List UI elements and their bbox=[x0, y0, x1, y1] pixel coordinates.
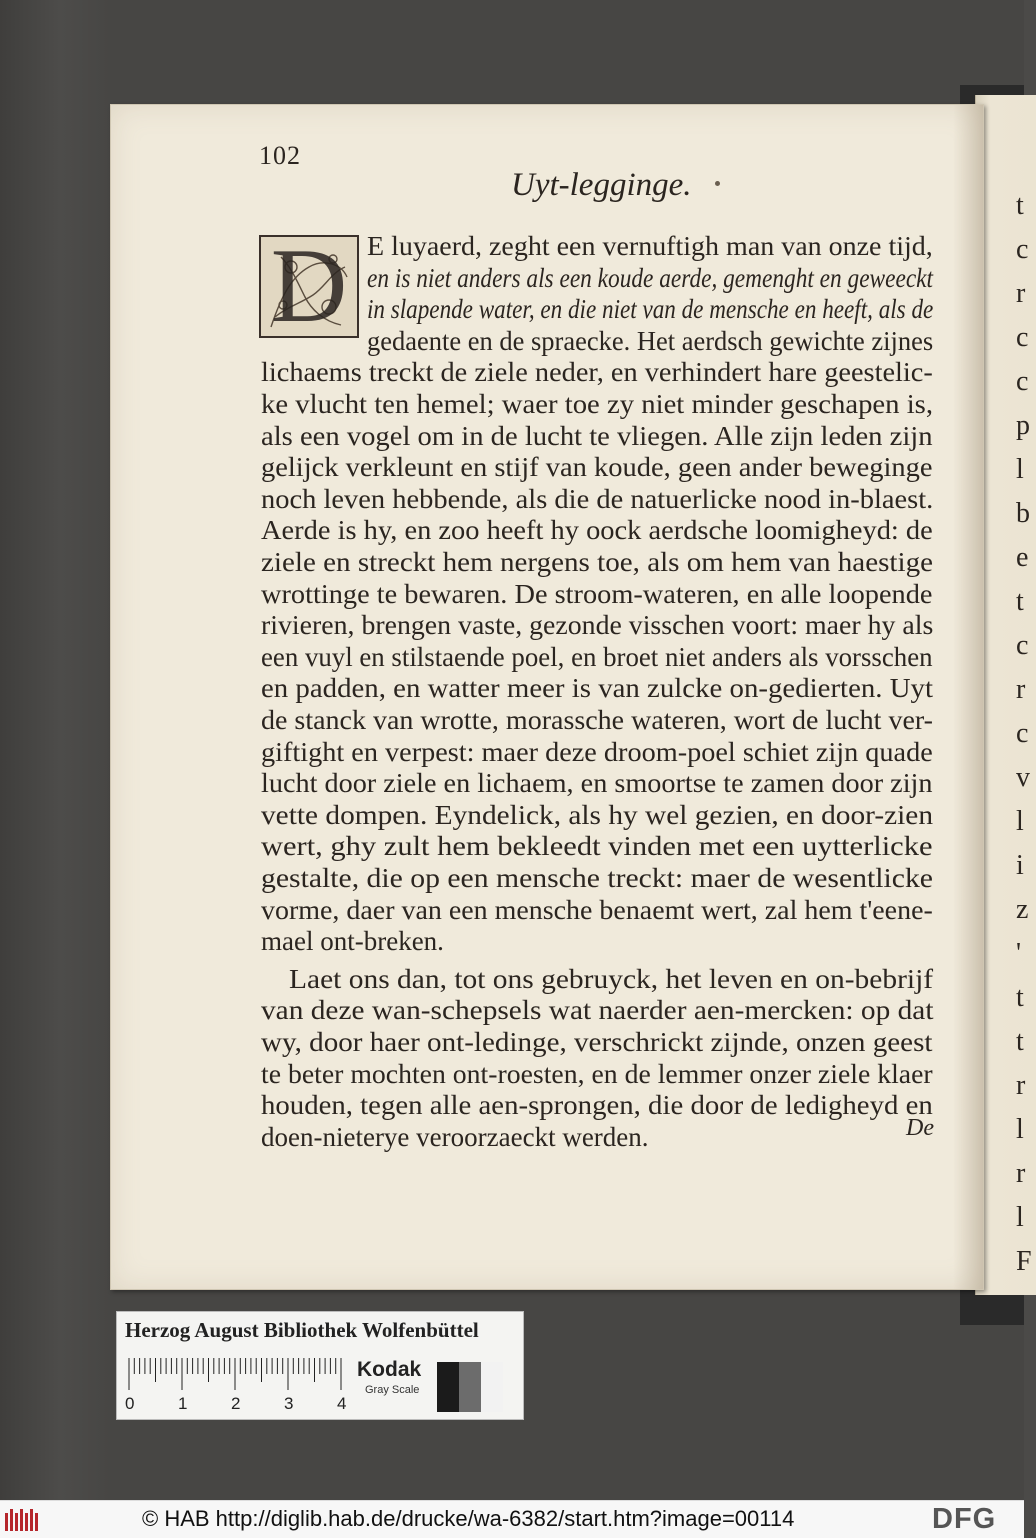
text-line: rivieren, brengen vaste, gezonde visschen voort: maer hy als bbox=[261, 610, 934, 641]
next-page-glyph: t bbox=[1016, 190, 1024, 221]
next-page-glyph: p bbox=[1016, 410, 1030, 441]
next-page-glyph: t bbox=[1016, 586, 1024, 617]
text-line: noch leven hebbende, als die de natuerlicke nood in-blaest. bbox=[261, 483, 934, 514]
text-line: Aerde is hy, en zoo heeft hy oock aerdsche loomigheyd: de bbox=[261, 515, 933, 546]
next-page-glyph: F bbox=[1016, 1246, 1032, 1277]
text-line: lucht door ziele en lichaem, en smoortse te zamen door zijn bbox=[261, 768, 933, 799]
next-page-glyph: l bbox=[1016, 1202, 1024, 1233]
text-line: wy, door haer ont-ledinge, verschrickt zijnde, onzen geest bbox=[261, 1027, 933, 1057]
gray-swatch bbox=[437, 1362, 459, 1412]
next-page-glyph: z bbox=[1016, 894, 1029, 925]
text-line: van deze wan-schepsels wat naerder aen-mercken: op dat bbox=[261, 995, 934, 1026]
gray-swatch bbox=[459, 1362, 481, 1412]
ruler-number: 0 bbox=[125, 1394, 135, 1413]
catchword: De bbox=[906, 1115, 934, 1141]
ruler-icon bbox=[125, 1356, 351, 1392]
library-name: Herzog August Bibliothek Wolfenbüttel bbox=[125, 1318, 479, 1342]
next-page-glyph: l bbox=[1016, 806, 1024, 837]
page-number: 102 bbox=[259, 141, 301, 170]
text-line: wert, ghy zult hem bekleedt vinden met een uytterlicke bbox=[261, 831, 933, 862]
next-page-glyph: l bbox=[1016, 454, 1024, 485]
running-head: Uyt-legginge. bbox=[511, 167, 692, 203]
text-line: de stanck van wrotte, morassche wateren, wort de lucht ver- bbox=[261, 705, 933, 735]
kodak-logo: Kodak bbox=[357, 1358, 422, 1381]
text-line: ziele en streckt hem nergens toe, als om hem van haestige bbox=[261, 547, 934, 577]
ink-speck bbox=[715, 181, 720, 186]
next-page-glyph: i bbox=[1016, 850, 1024, 881]
text-line: Laet ons dan, tot ons gebruyck, het leven en on-bebrijf bbox=[289, 963, 934, 994]
next-page-glyph: r bbox=[1016, 1158, 1026, 1189]
next-page-glyph: c bbox=[1016, 718, 1029, 749]
next-page-glyph: ' bbox=[1016, 938, 1022, 969]
text-line: en is niet anders als een koude aerde, gemenght en geweeckt bbox=[367, 262, 934, 293]
next-page-glyph: e bbox=[1016, 542, 1029, 573]
text-line: lichaems treckt de ziele neder, en verhindert hare geestelic- bbox=[261, 357, 933, 388]
next-page-glyph: v bbox=[1016, 762, 1030, 793]
text-line: een vuyl en stilstaende poel, en broet niet anders als vorsschen bbox=[261, 641, 933, 672]
text-line: gestalte, die op een mensche treckt: maer de wesentlicke bbox=[261, 863, 933, 893]
text-line: gedaente en de spraecke. Het aerdsch gewichte zijnes bbox=[367, 325, 934, 356]
text-line: te beter mochten ont-roesten, en de lemmer onzer ziele klaer bbox=[261, 1058, 933, 1089]
next-page-glyph: c bbox=[1016, 234, 1029, 265]
text-line: houden, tegen alle aen-sprongen, die door de ledigheyd en bbox=[261, 1090, 933, 1121]
initial-letter: D bbox=[270, 227, 348, 344]
text-line: E luyaerd, zeght een vernuftigh man van onze tijd, bbox=[367, 231, 933, 261]
text-line: als een vogel om in de lucht te vliegen. Alle zijn leden zijn bbox=[261, 420, 933, 451]
text-line: mael ont-breken. bbox=[261, 926, 444, 957]
next-page-glyph: c bbox=[1016, 322, 1029, 353]
text-line: gelijck verkleunt en stijf van koude, geen ander beweginge bbox=[261, 452, 933, 483]
ruler-number: 1 bbox=[178, 1394, 188, 1413]
text-line: ke vlucht ten hemel; waer toe zy niet minder geschapen is, bbox=[261, 389, 934, 419]
next-page-glyph: c bbox=[1016, 630, 1029, 661]
decorated-initial bbox=[259, 227, 359, 344]
footer-copyright-url[interactable]: © HAB http://diglib.hab.de/drucke/wa-6382/start.htm?image=00114 bbox=[142, 1506, 795, 1531]
text-line: wrottinge te bewaren. De stroom-wateren, en alle loopende bbox=[261, 578, 933, 609]
next-page-edge bbox=[975, 95, 1036, 1295]
next-page-glyph: b bbox=[1016, 498, 1030, 529]
book-page bbox=[110, 104, 984, 1290]
next-page-glyph: l bbox=[1016, 1114, 1024, 1145]
footer-bar bbox=[0, 1500, 1024, 1538]
ruler-number: 2 bbox=[231, 1394, 241, 1413]
next-page-glyph: t bbox=[1016, 982, 1024, 1013]
text-line: in slapende water, en die niet van de mensche en heeft, als de bbox=[367, 294, 934, 325]
text-line: doen-nieterye veroorzaeckt werden. bbox=[261, 1121, 649, 1152]
text-line: giftight en verpest: maer deze droom-poel schiet zijn quade bbox=[261, 736, 933, 767]
ruler-number: 3 bbox=[284, 1394, 294, 1413]
gray-scale-label: Gray Scale bbox=[365, 1384, 420, 1396]
text-line: vette dompen. Eyndelick, als hy wel gezien, en door-zien bbox=[261, 799, 933, 830]
text-line: vorme, daer van een mensche benaemt wert, zal hem t'eene- bbox=[261, 894, 933, 925]
text-line: en padden, en watter meer is van zulcke on-gedierten. Uyt bbox=[261, 673, 933, 704]
next-page-glyph: r bbox=[1016, 674, 1026, 705]
next-page-glyph: t bbox=[1016, 1026, 1024, 1057]
gray-swatch bbox=[481, 1362, 503, 1412]
page-gutter-shadow bbox=[953, 105, 983, 1289]
hab-logo-icon bbox=[4, 1507, 44, 1533]
color-reference-card bbox=[116, 1311, 524, 1420]
next-page-glyph: r bbox=[1016, 1070, 1026, 1101]
next-page-glyph: r bbox=[1016, 278, 1026, 309]
next-page-glyph: c bbox=[1016, 366, 1029, 397]
ruler-number: 4 bbox=[337, 1394, 347, 1413]
dfg-logo: DFG bbox=[932, 1503, 997, 1535]
gray-swatches bbox=[437, 1362, 503, 1412]
